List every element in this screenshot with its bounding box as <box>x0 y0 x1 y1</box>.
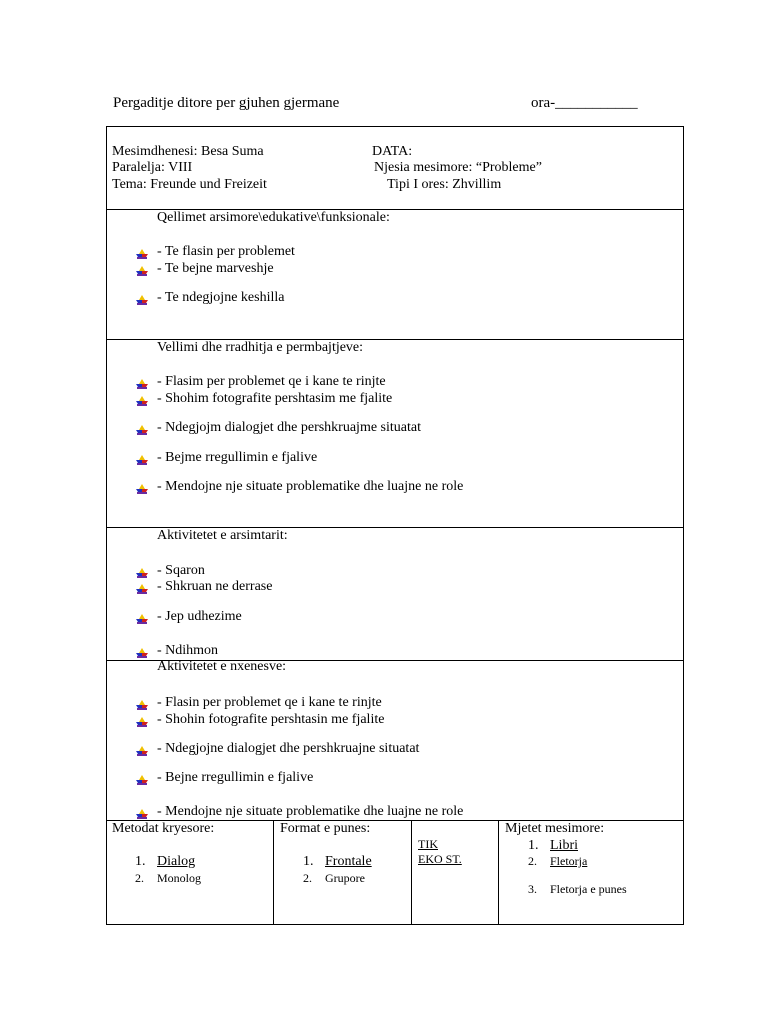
student-activity-item: - Flasin per problemet qe i kane te rinjte <box>157 695 382 710</box>
objective-item: - Te ndegjojne keshilla <box>157 290 285 305</box>
bullet-icon <box>136 567 148 577</box>
bullet-icon <box>136 613 148 623</box>
work-form-number: 2. <box>303 871 312 885</box>
bullet-icon <box>136 647 148 657</box>
methods-number: 2. <box>135 871 144 885</box>
student-activity-item: - Bejne rregullimin e fjalive <box>157 770 314 785</box>
bullet-icon <box>136 745 148 755</box>
content-title: Vellimi dhe rradhitja e permbajtjeve: <box>157 340 364 355</box>
teacher-activity-item: - Sqaron <box>157 563 205 578</box>
objective-item: - Te flasin per problemet <box>157 244 295 259</box>
work-forms-title: Format e punes: <box>280 821 371 836</box>
teacher-activities-title: Aktivitetet e arsimtarit: <box>157 528 288 543</box>
column-divider <box>273 820 274 925</box>
content-item: - Ndegjojm dialogjet dhe pershkruajme situatat <box>157 420 421 435</box>
tool-item: Libri <box>550 838 578 853</box>
tool-item: Fletorja <box>550 854 588 868</box>
lesson-unit: Njesia mesimore: “Probleme” <box>374 160 542 175</box>
methods-number: 1. <box>135 854 146 869</box>
teacher-activity-item: - Jep udhezime <box>157 609 242 624</box>
topic: Tema: Freunde und Freizeit <box>112 177 267 192</box>
bullet-icon <box>136 716 148 726</box>
content-item: - Bejme rregullimin e fjalive <box>157 450 318 465</box>
methods-title: Metodat kryesore: <box>112 821 215 836</box>
tik-label: TIK <box>418 837 438 851</box>
tool-number: 1. <box>528 838 539 853</box>
tool-number: 2. <box>528 854 537 868</box>
student-activities-title: Aktivitetet e nxenesve: <box>157 659 287 674</box>
bullet-icon <box>136 699 148 709</box>
objectives-title: Qellimet arsimore\edukative\funksionale: <box>157 210 390 225</box>
bullet-icon <box>136 583 148 593</box>
bullet-icon <box>136 774 148 784</box>
content-item: - Flasim per problemet qe i kane te rinjte <box>157 374 386 389</box>
bullet-icon <box>136 483 148 493</box>
ora-field: ora-___________ <box>531 95 638 111</box>
bullet-icon <box>136 265 148 275</box>
bullet-icon <box>136 808 148 818</box>
method-item: Dialog <box>157 854 196 869</box>
teacher-name: Mesimdhenesi: Besa Suma <box>112 144 264 159</box>
bullet-icon <box>136 294 148 304</box>
teacher-activity-item: - Ndihmon <box>157 643 219 658</box>
student-activity-item: - Shohin fotografite pershtasin me fjalite <box>157 712 385 727</box>
work-form-item: Frontale <box>325 854 372 869</box>
tool-number: 3. <box>528 882 537 896</box>
bullet-icon <box>136 248 148 258</box>
bullet-icon <box>136 378 148 388</box>
student-activity-item: - Ndegjojne dialogjet dhe pershkruajne situatat <box>157 741 420 756</box>
class-level: Paralelja: VIII <box>112 160 193 175</box>
bullet-icon <box>136 454 148 464</box>
content-item: - Mendojne nje situate problematike dhe luajne ne role <box>157 479 464 494</box>
tool-item: Fletorja e punes <box>550 882 627 896</box>
eko-st-label: EKO ST. <box>418 852 462 866</box>
teaching-tools-title: Mjetet mesimore: <box>505 821 605 836</box>
work-form-number: 1. <box>303 854 314 869</box>
teacher-activity-item: - Shkruan ne derrase <box>157 579 273 594</box>
bullet-icon <box>136 395 148 405</box>
objective-item: - Te bejne marveshje <box>157 261 274 276</box>
student-activity-item: - Mendojne nje situate problematike dhe luajne ne role <box>157 804 464 819</box>
column-divider <box>498 820 499 925</box>
column-divider <box>411 820 412 925</box>
content-item: - Shohim fotografite pershtasim me fjalite <box>157 391 393 406</box>
date-field: DATA: <box>372 144 413 159</box>
page-title: Pergaditje ditore per gjuhen gjermane <box>113 95 340 111</box>
method-item: Monolog <box>157 871 202 885</box>
work-form-item: Grupore <box>325 871 365 885</box>
bullet-icon <box>136 424 148 434</box>
lesson-type: Tipi I ores: Zhvillim <box>387 177 502 192</box>
